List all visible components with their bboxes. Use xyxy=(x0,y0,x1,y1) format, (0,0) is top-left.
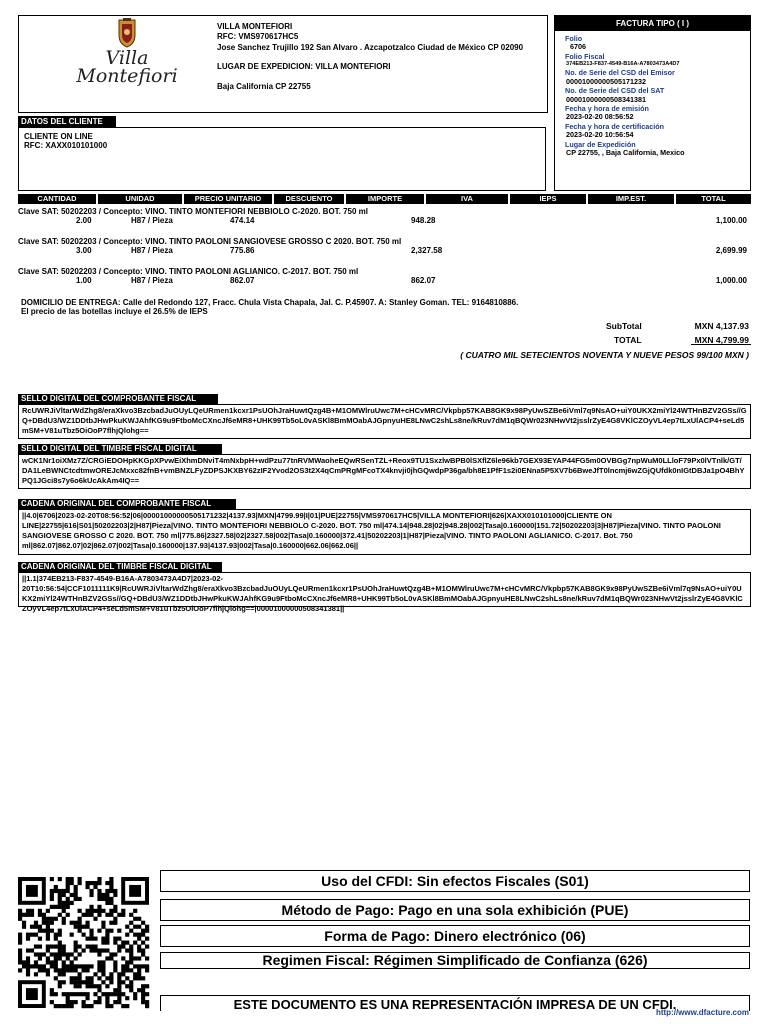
folio-label: Folio xyxy=(565,34,583,43)
item-description: Clave SAT: 50202203 / Concepto: VINO. TINTO MONTEFIORI NEBBIOLO C-2020. BOT. 750 ml xyxy=(18,207,369,216)
folio-fiscal-label: Folio Fiscal xyxy=(565,51,605,61)
emission-value: 2023-02-20 08:56:52 xyxy=(566,112,634,122)
certification-label: Fecha y hora de certificación xyxy=(565,121,665,131)
company-details xyxy=(217,22,543,92)
item-quantity: 3.00 xyxy=(76,246,92,255)
item-price: 862.07 xyxy=(230,276,255,285)
delivery-notes xyxy=(21,298,518,317)
client-details xyxy=(24,132,107,151)
item-description: Clave SAT: 50202203 / Concepto: VINO. TINTO PAOLONI AGLIANICO. C-2017. BOT. 750 ml xyxy=(18,267,359,276)
company-logo xyxy=(62,18,192,90)
cadena-cfdi-box: ||4.0|6706|2023-02-20T08:56:52|06|00001000000505171232|4137.93|MXN|4799.99|I|01|PUE|22755|VMS970617HC5|VILLA MONTEFIORI|626|XAXX010101000|CLIENTE ON LINE|22755|616|S01|50202203|2|H87|Pieza|VINO. TINTO MONTEFIORI NEBBIOLO C-2020. BOT. 750 ml|474.14|948.28|02|948.28|002|Tasa|0.160000|151.72|50202203|3|H87|Pieza|VINO. TINTO PAOLONI SANGIOVESE GROSSO C 2020. BOT. 750 ml|775.86|2327.58|02|2327.58|002|Tasa|0.160000|372.41|50202203|1|H87|Pieza|VINO. TINTO PAOLONI AGLIANICO. C-2017. Bot. 750 ml|862.07|862.07|02|862.07|002|Tasa|0.160000|137.93|4137.93|002|Tasa|0.160000|662.06|662.06|| xyxy=(18,509,751,555)
item-amount: 2,327.58 xyxy=(411,246,443,255)
client-section-title: DATOS DEL CLIENTE xyxy=(18,116,116,127)
logo-text-line1: Villa xyxy=(105,47,149,69)
item-unit: H87 / Pieza xyxy=(131,246,173,255)
sello-cfdi-box: RcUWRJiVltarWdZhg8/eraXkvo3BzcbadJuOUyLQeURmen1kcxr1PsUOhJraHuwtQzg4B+M1OMWlruUwc7M+cHCvMRC/Vkpbp57KAB8GK9x98PyUwSZBe6iVml7q9NsAO+uiY0UKX2miYl24WTHnBZV2GSs//GQ+DBdU3/WZ1DDtbJHwPkuKWJAhfKG9u9FtboMcCXncJf6eMR8+UHK99Tb5oL0vASKl8BmMOabAJGpnyuHE8LNwC2shLs8ne/kRuv7dM1qBQWr023NHwVt2jsslrZyE4G8VKlCZOyVL4ep7tLxUlACP4+seLd5mSM+V81uTbz5OiOoP7flhjQlohg== xyxy=(18,404,751,439)
folio-fiscal-value: 374EB213-F837-4549-B16A-A7803473A4D7 xyxy=(566,61,680,68)
amount-in-words: ( CUATRO MIL SETECIENTOS NOVENTA Y NUEVE PESOS 99/100 MXN ) xyxy=(460,350,749,360)
csd-sat-value: 00001000000508341381 xyxy=(566,94,646,104)
invoice-info-box xyxy=(554,15,751,191)
qr-code-icon xyxy=(18,877,149,1008)
item-total: 2,699.99 xyxy=(715,246,747,255)
invoice-fields xyxy=(565,34,745,158)
sello-sat-title: SELLO DIGITAL DEL TIMBRE FISCAL DIGITAL xyxy=(18,444,222,454)
csd-emisor-value: 00001000000505171232 xyxy=(566,76,646,86)
header-unidad: UNIDAD xyxy=(98,194,182,204)
item-price: 474.14 xyxy=(230,216,255,225)
subtotal-value: MXN 4,137.93 xyxy=(694,321,749,331)
company-address: Jose Sanchez Trujillo 192 San Alvaro . Azcapotzalco Ciudad de México CP 02090 xyxy=(217,42,524,52)
expedition-value: CP 22755, , Baja California, Mexico xyxy=(566,148,685,158)
header-imp-est: IMP.EST. xyxy=(588,194,674,204)
csd-emisor-label: No. de Serie del CSD del Emisor xyxy=(565,68,675,78)
company-rfc: RFC: VMS970617HC5 xyxy=(217,32,299,42)
delivery-address: DOMICILIO DE ENTREGA: Calle del Redondo 127, Fracc. Chula Vista Chapala, Jal. C. P.45907. A: Stanley Goman. TEL: 9164810886. xyxy=(21,298,519,307)
item-quantity: 1.00 xyxy=(76,276,92,285)
item-description: Clave SAT: 50202203 / Concepto: VINO. TINTO PAOLONI SANGIOVESE GROSSO C 2020. BOT. 750 ml xyxy=(18,237,402,246)
item-total: 1,000.00 xyxy=(715,276,747,285)
dfacture-link[interactable]: http://www.dfacture.com xyxy=(655,1008,749,1017)
folio-value: 6706 xyxy=(570,42,586,52)
company-region: Baja California CP 22755 xyxy=(217,81,311,91)
header-iva: IVA xyxy=(426,194,508,204)
item-total: 1,100.00 xyxy=(715,216,747,225)
item-amount: 948.28 xyxy=(411,216,436,225)
total-value: MXN 4,799.99 xyxy=(694,335,749,345)
metodo-pago: Método de Pago: Pago en una sola exhibición (PUE) xyxy=(160,899,750,921)
csd-sat-label: No. de Serie del CSD del SAT xyxy=(565,86,665,96)
ieps-note: El precio de las botellas incluye el 26.5% de IEPS xyxy=(21,307,208,317)
certification-value: 2023-02-20 10:56:54 xyxy=(566,130,634,140)
qr-code xyxy=(18,877,149,1008)
header-cantidad: CANTIDAD xyxy=(18,194,96,204)
header-importe: IMPORTE xyxy=(346,194,424,204)
item-quantity: 2.00 xyxy=(76,216,92,225)
header-descuento: DESCUENTO xyxy=(274,194,344,204)
cadena-cfdi-title: CADENA ORIGINAL DEL COMPROBANTE FISCAL xyxy=(18,499,236,509)
total-label: TOTAL xyxy=(614,335,642,345)
item-amount: 862.07 xyxy=(411,276,436,285)
header-total: TOTAL xyxy=(676,194,751,204)
emission-label: Fecha y hora de emisión xyxy=(565,103,649,113)
client-rfc: RFC: XAXX010101000 xyxy=(24,141,108,151)
cfdi-representation-notice: ESTE DOCUMENTO ES UNA REPRESENTACIÓN IMPRESA DE UN CFDI. xyxy=(233,997,677,1012)
company-name: VILLA MONTEFIORI xyxy=(217,22,293,31)
forma-pago: Forma de Pago: Dinero electrónico (06) xyxy=(160,925,750,947)
item-price: 775.86 xyxy=(230,246,255,255)
sello-sat-box: wCK1Nr1oiXMz7Z/CRGiEDOHpKKGpXPvwEiXhmDNviT4mNxbpH+wdPzu77tnRVMWaoheEQwRSenTZL+Reox9TU1SxzlwBPB0lSXflZ6le96kb7GEX93EYAP44FG5m0OVBGg7npWuM0LLloF79Px0lVTnlk/GT/DA1LeBWNCtcdtmwOREJcMxxc82fnB+vmBNZLFyZDPSJKXBY62zIF2Yvod2OS3t2X4qCmPRgMFcoTX4knvji0jhGQwdpP36ga/bh8E1PfF1s2i0ENna5P5XV7b6BweJfT0lncmj6wZGjQUfdk0nIGtDBJa1pO4BhYPQ1JGci8s7y6o6kUcAkAm4IQ== xyxy=(18,454,751,489)
uso-cfdi: Uso del CFDI: Sin efectos Fiscales (S01) xyxy=(160,870,750,892)
invoice-type-title: FACTURA TIPO ( I ) xyxy=(555,16,750,31)
header-precio-unitario: PRECIO UNITARIO xyxy=(184,194,272,204)
logo-text-line2: Montefiori xyxy=(76,65,178,87)
subtotal-label: SubTotal xyxy=(606,321,642,331)
cadena-sat-box: ||1.1|374EB213-F837-4549-B16A-A7803473A4D7|2023-02-20T10:56:54|CCF1011111K9|RcUWRJiVltarWdZhg8/eraXkvo3BzcbadJuOUyLQeURmen1kcxr1PsUOhJraHuwtQzg4B+M1OMWlruUwc7M+cHCvMRC/Vkpbp57KAB8GK9x98PyUwSZBe6iVml7q9NsAO+uiY0UKX2miYl24WTHnBZV2GSs//GQ+DBdU3/WZ1DDtbJHwPkuKWJAhfKG9u9FtboMcCXncJf6eMR8+UHK99Tb5oL0vASKl8BmMOabAJGpnyuHE8LNwC2shLs8ne/kRuv7dM1qBQWr023NHwVt2jsslrZyE4G8VKlCZOyVL4ep7tLxUlACP4+seLd5mSM+V81uTbz5OiOoP7flhjQlohg==|00001000000508341381|| xyxy=(18,572,751,607)
sello-cfdi-title: SELLO DIGITAL DEL COMPROBANTE FISCAL xyxy=(18,394,218,404)
header-ieps: IEPS xyxy=(510,194,586,204)
item-unit: H87 / Pieza xyxy=(131,216,173,225)
item-unit: H87 / Pieza xyxy=(131,276,173,285)
client-name: CLIENTE ON LINE xyxy=(24,132,93,141)
regimen-fiscal: Regimen Fiscal: Régimen Simplificado de Confianza (626) xyxy=(160,952,750,969)
expedition-place: LUGAR DE EXPEDICION: VILLA MONTEFIORI xyxy=(217,62,391,72)
cadena-sat-title: CADENA ORIGINAL DEL TIMBRE FISCAL DIGITAL xyxy=(18,562,222,572)
expedition-label: Lugar de Expedición xyxy=(565,139,636,149)
